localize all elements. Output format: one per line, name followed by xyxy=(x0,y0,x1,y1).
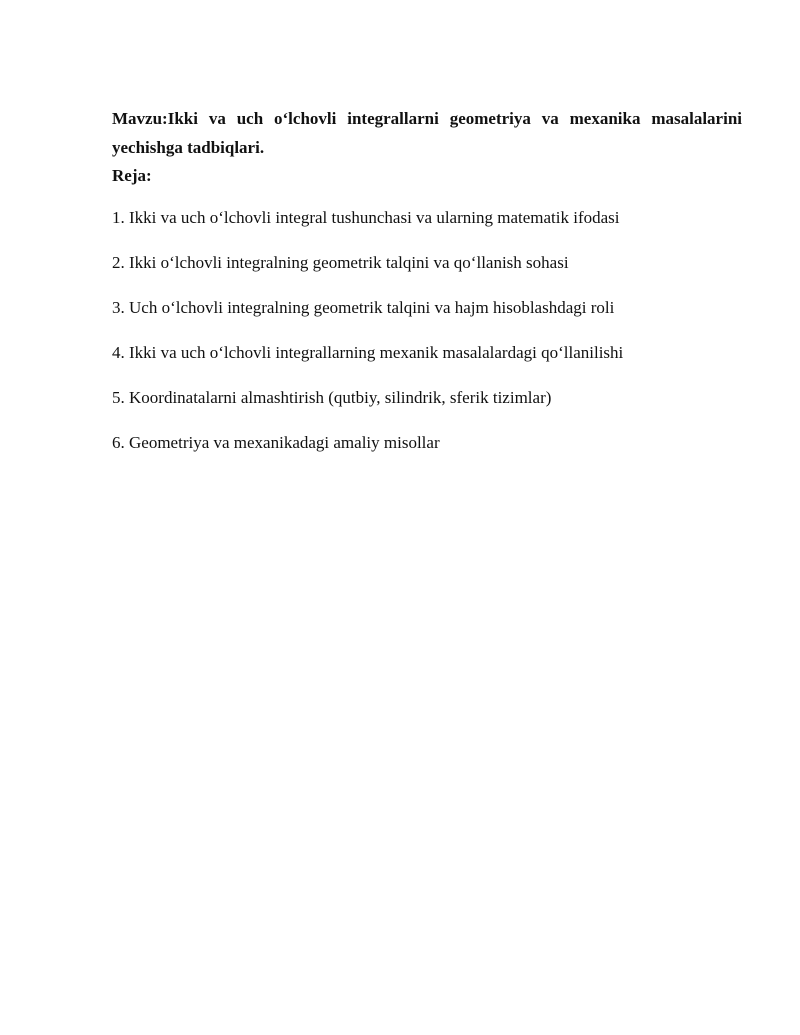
plan-item: 4. Ikki va uch o‘lchovli integrallarning mexanik masalalardagi qo‘llanilishi xyxy=(112,343,624,362)
document-content xyxy=(112,104,742,476)
plan-item: 1. Ikki va uch o‘lchovli integral tushunchasi va ularning matematik ifodasi xyxy=(112,208,620,227)
plan-item: 5. Koordinatalarni almashtirish (qutbiy, silindrik, sferik tizimlar) xyxy=(112,388,552,407)
plan-item: 6. Geometriya va mexanikadagi amaliy misollar xyxy=(112,433,440,452)
plan-item: 3. Uch o‘lchovli integralning geometrik talqini va hajm hisoblashdagi roli xyxy=(112,298,615,317)
plan-heading: Reja: xyxy=(112,166,152,185)
plan-item: 2. Ikki o‘lchovli integralning geometrik talqini va qo‘llanish sohasi xyxy=(112,253,569,272)
document-title: Mavzu:Ikki va uch o‘lchovli integrallarni geometriya va mexanika masalalarini yechishga tadbiqlari. xyxy=(112,109,742,157)
plan-list xyxy=(112,206,742,455)
